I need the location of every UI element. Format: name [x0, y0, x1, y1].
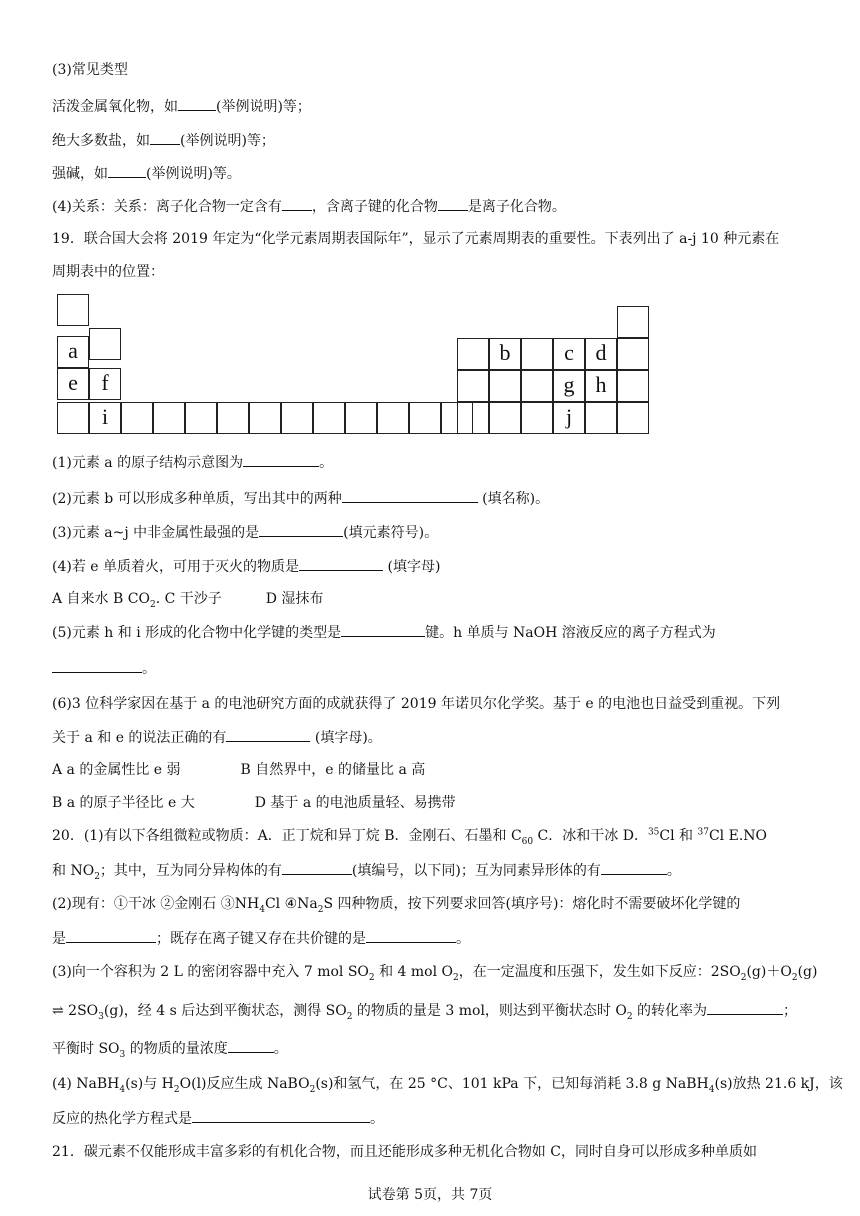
answer-blank[interactable]	[601, 860, 667, 875]
question-20-part1: 20．(1)有以下各组微粒或物质：A．正丁烷和异丁烷 B．金刚石、石墨和 $C_{60}$ C．冰和干冰 D．$^{35}$Cl 和 $^{37}$Cl E.NO	[52, 827, 767, 847]
answer-blank[interactable]	[342, 488, 478, 503]
q19-part6-options-1: A a 的金属性比 e 弱 B 自然界中，e 的储量比 a 高	[52, 762, 426, 778]
table-cell-e: e	[57, 368, 89, 400]
q19-part6: (6)3 位科学家因在基于 a 的电池研究方面的成就获得了 2019 年诺贝尔化学奖。基于 e 的电池也日益受到重视。下列	[52, 696, 781, 712]
question-19-stem-cont: 周期表中的位置：	[52, 264, 164, 280]
answer-blank[interactable]	[150, 130, 180, 145]
table-cell	[281, 402, 313, 434]
answer-blank[interactable]	[66, 928, 156, 943]
question-20-part3-cont2: 平衡时 $SO_3$ 的物质的量浓度 。	[52, 1038, 288, 1059]
answer-blank[interactable]	[226, 727, 310, 742]
table-cell	[521, 402, 553, 434]
table-cell-j: j	[553, 402, 585, 434]
table-cell	[457, 370, 489, 402]
question-20-part4-cont: 反应的热化学方程式是 。	[52, 1108, 384, 1129]
fill-line-oxides: 活泼金属氧化物，如 (举例说明)等；	[52, 96, 311, 117]
table-cell	[617, 338, 649, 370]
answer-blank[interactable]	[52, 658, 142, 673]
question-20-part4: (4) NaBH$_4$(s)与 $H_2O(l)$反应生成 NaBO$_2$(s)和氢气，在 25 °C、101 kPa 下，已知每消耗 3.8 g NaBH$_4$(s)放热 21.6 kJ，该	[52, 1076, 843, 1095]
table-cell	[313, 402, 345, 434]
answer-blank[interactable]	[707, 1000, 783, 1015]
table-cell	[345, 402, 377, 434]
q19-part2: (2)元素 b 可以形成多种单质，写出其中的两种 (填名称)。	[52, 488, 549, 509]
table-cell-c: c	[553, 338, 585, 370]
question-20-part2: (2)现有：①干冰 ②金刚石 $③NH_4Cl$ $④Na_2S$ 四种物质，按下列要求回答(填序号)：熔化时不需要破坏化学键的	[52, 896, 741, 915]
table-cell-h: h	[585, 370, 617, 402]
table-cell	[121, 402, 153, 434]
answer-blank[interactable]	[192, 1108, 370, 1123]
answer-blank[interactable]	[438, 196, 468, 211]
question-20-part1-cont: 和 $NO_2$；其中，互为同分异构体的有 (填编号，以下同)；互为同素异形体的有 。	[52, 860, 681, 881]
answer-blank[interactable]	[228, 1038, 274, 1053]
answer-blank[interactable]	[259, 522, 343, 537]
table-cell-d: d	[585, 338, 617, 370]
table-cell	[457, 338, 489, 370]
table-cell	[153, 402, 185, 434]
table-cell	[217, 402, 249, 434]
answer-blank[interactable]	[341, 622, 425, 637]
q19-part6-cont: 关于 a 和 e 的说法正确的有 (填字母)。	[52, 727, 382, 748]
table-cell-i: i	[89, 402, 121, 434]
table-cell	[489, 402, 521, 434]
q19-part5: (5)元素 h 和 i 形成的化合物中化学键的类型是 键。h 单质与 NaOH 溶液反应的离子方程式为	[52, 622, 716, 643]
answer-blank[interactable]	[243, 452, 319, 467]
table-cell	[377, 402, 409, 434]
table-cell-a: a	[57, 336, 89, 368]
fill-line-relation: (4)关系：关系：离子化合物一定含有 ，含离子键的化合物 是离子化合物。	[52, 196, 566, 217]
table-cell	[57, 402, 89, 434]
q19-part1: (1)元素 a 的原子结构示意图为 。	[52, 452, 333, 473]
question-21-stem: 21．碳元素不仅能形成丰富多彩的有机化合物，而且还能形成多种无机化合物如 C，同时自身可以形成多种单质如	[52, 1144, 757, 1160]
question-20-part3-cont: ⇌ $2SO_3(g)$，经 4 s 后达到平衡状态，测得 $SO_2$ 的物质的量是 3 mol，则达到平衡状态时 $O_2$ 的转化率为 ；	[52, 1000, 797, 1021]
table-cell	[89, 328, 121, 360]
table-cell-g: g	[553, 370, 585, 402]
q19-part6-options-2: B a 的原子半径比 e 大 D 基于 a 的电池质量轻、易携带	[52, 795, 456, 811]
table-cell	[249, 402, 281, 434]
answer-blank[interactable]	[282, 196, 312, 211]
answer-blank[interactable]	[366, 928, 456, 943]
table-cell	[521, 338, 553, 370]
table-cell	[457, 402, 489, 434]
answer-blank[interactable]	[282, 860, 352, 875]
table-cell	[617, 370, 649, 402]
fill-line-bases: 强碱，如 (举例说明)等。	[52, 163, 241, 184]
table-cell	[617, 306, 649, 338]
q19-part4: (4)若 e 单质着火，可用于灭火的物质是 (填字母)	[52, 556, 440, 577]
table-cell	[409, 402, 441, 434]
answer-blank[interactable]	[299, 556, 383, 571]
question-20-part2-cont: 是 ；既存在离子键又存在共价键的是 。	[52, 928, 470, 949]
table-cell	[57, 294, 89, 326]
question-19-stem: 19．联合国大会将 2019 年定为“化学元素周期表国际年”，显示了元素周期表的重要性。下表列出了 a-j 10 种元素在	[52, 231, 780, 247]
answer-blank[interactable]	[108, 163, 146, 178]
q19-part3: (3)元素 a~j 中非金属性最强的是 (填元素符号)。	[52, 522, 438, 543]
table-cell	[489, 370, 521, 402]
answer-blank[interactable]	[178, 96, 216, 111]
q19-part5-cont: 。	[52, 658, 156, 679]
table-cell	[585, 402, 617, 434]
q19-part4-options: A 自来水 B $CO_2$. C 干沙子 D 湿抹布	[52, 591, 324, 610]
page-footer: 试卷第 5页，共 7页	[367, 1187, 493, 1203]
fill-line-salts: 绝大多数盐，如 (举例说明)等；	[52, 130, 275, 151]
question-20-part3: (3)向一个容积为 2 L 的密闭容器中充入 7 mol $SO_2$ 和 4 mol $O_2$，在一定温度和压强下，发生如下反应：$2SO_2(g)+O_2(g)$	[52, 964, 818, 983]
table-cell	[185, 402, 217, 434]
table-cell-b: b	[489, 338, 521, 370]
section-heading: (3)常见类型	[52, 62, 128, 78]
table-cell	[617, 402, 649, 434]
table-cell	[521, 370, 553, 402]
table-cell-f: f	[89, 368, 121, 400]
